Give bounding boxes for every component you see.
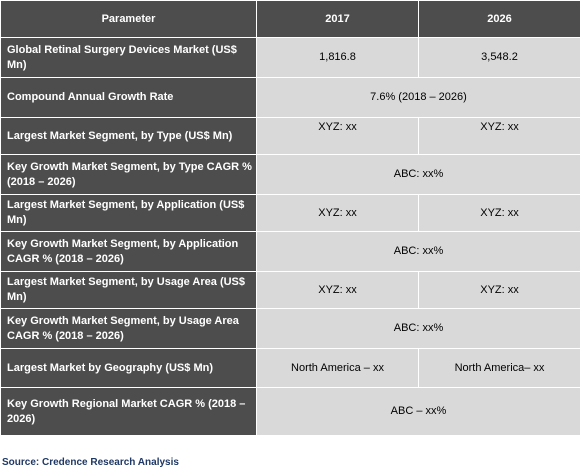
value-2026: North America– xx — [419, 349, 580, 388]
value-2026: XYZ: xx — [419, 118, 580, 155]
table-header-row — [1, 1, 580, 38]
row-label: Largest Market Segment, by Usage Area (US$ Mn) — [1, 272, 257, 309]
merged-value: ABC: xx% — [257, 232, 580, 272]
table-row — [1, 118, 580, 155]
header-parameter: Parameter — [1, 1, 257, 38]
value-2026: XYZ: xx — [419, 272, 580, 309]
table-row — [1, 349, 580, 388]
row-label: Largest Market by Geography (US$ Mn) — [1, 349, 257, 388]
merged-value: ABC: xx% — [257, 155, 580, 195]
value-2017: XYZ: xx — [257, 195, 419, 232]
value-2026: XYZ: xx — [419, 195, 580, 232]
row-label: Key Growth Market Segment, by Application CAGR % (2018 – 2026) — [1, 232, 257, 272]
value-2017: XYZ: xx — [257, 118, 419, 155]
table-row — [1, 232, 580, 272]
table-row — [1, 309, 580, 349]
row-label: Key Growth Regional Market CAGR % (2018 – 2026) — [1, 388, 257, 436]
value-2017: XYZ: xx — [257, 272, 419, 309]
header-2017: 2017 — [257, 1, 419, 38]
merged-value: ABC: xx% — [257, 309, 580, 349]
table-row — [1, 38, 580, 78]
value-2017: 1,816.8 — [257, 38, 419, 78]
value-2026: 3,548.2 — [419, 38, 580, 78]
row-label: Compound Annual Growth Rate — [1, 78, 257, 118]
table-row — [1, 78, 580, 118]
row-label: Key Growth Market Segment, by Type CAGR % (2018 – 2026) — [1, 155, 257, 195]
merged-value: ABC – xx% — [257, 388, 580, 436]
header-2026: 2026 — [419, 1, 580, 38]
table-row — [1, 388, 580, 436]
value-2017: North America – xx — [257, 349, 419, 388]
table-row — [1, 272, 580, 309]
row-label: Global Retinal Surgery Devices Market (US$ Mn) — [1, 38, 257, 78]
merged-value: 7.6% (2018 – 2026) — [257, 78, 580, 118]
table-row — [1, 155, 580, 195]
row-label: Largest Market Segment, by Application (US$ Mn) — [1, 195, 257, 232]
table-row — [1, 195, 580, 232]
row-label: Key Growth Market Segment, by Usage Area CAGR % (2018 – 2026) — [1, 309, 257, 349]
source-note: Source: Credence Research Analysis — [2, 457, 179, 468]
row-label: Largest Market Segment, by Type (US$ Mn) — [1, 118, 257, 155]
